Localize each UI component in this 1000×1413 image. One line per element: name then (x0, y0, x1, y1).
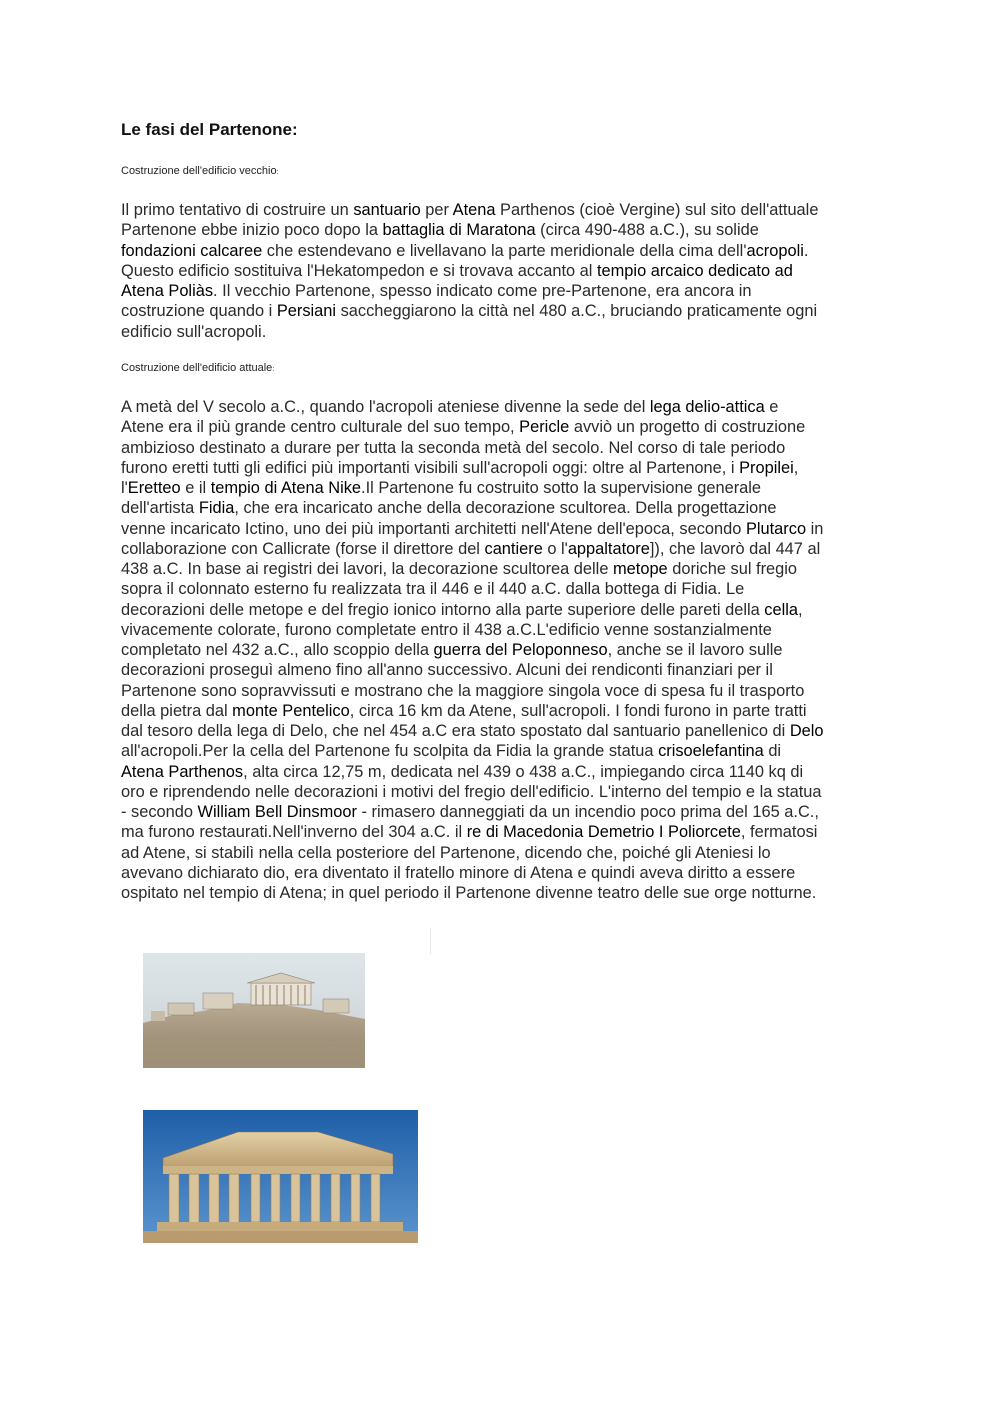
text-line (121, 701, 824, 721)
text-line (121, 220, 818, 240)
text-line (121, 620, 824, 640)
text-segment: 438 a.C. In base ai registri dei lavori, la decorazione scultorea delle (121, 560, 613, 578)
text-segment: e il (180, 479, 211, 497)
text-segment: l' (121, 479, 128, 497)
wiki-link[interactable]: fondazioni calcaree (121, 241, 263, 260)
parthenon-photo (143, 1110, 418, 1243)
text-line (121, 640, 824, 660)
text-segment: - rimasero danneggiati da un incendio poco prima del 165 a.C., (356, 803, 819, 821)
text-segment: della pietra dal (121, 701, 233, 720)
text-segment: all'acropoli.Per la cella del Partenone fu scolpita da Fidia la grande statua (121, 742, 659, 761)
wiki-link[interactable]: cella (764, 600, 798, 619)
text-line (121, 498, 824, 518)
text-segment: venne incaricato Ictino, uno dei più importanti architetti nell'Atene dell'epoca, secondo (121, 519, 746, 538)
wiki-link[interactable]: Eretteo (127, 479, 181, 497)
text-line (121, 241, 818, 261)
wiki-link[interactable]: santuario (353, 201, 421, 219)
text-segment: ad Atene, si stabilì nella cella posteriore del Partenone, dicendo che, poiché gli Ateniesi lo (121, 843, 771, 862)
text-segment: Partenone ebbe inizio poco dopo la (121, 221, 383, 240)
text-line (121, 559, 824, 579)
text-segment: , anche se il lavoro sulle (607, 641, 783, 659)
wiki-link[interactable]: metope (613, 560, 668, 578)
wiki-link[interactable]: tempio di Atena Nike (210, 479, 362, 497)
text-line (121, 741, 824, 761)
text-segment: (circa 490-488 a.C.), su solide (535, 221, 759, 240)
text-segment: ospitato nel tempio di Atena; in quel periodo il Partenone divenne teatro delle sue orge notturne. (121, 884, 817, 902)
text-line (121, 843, 824, 863)
wiki-link[interactable]: William Bell Dinsmoor (197, 803, 357, 821)
text-line (121, 478, 824, 498)
wiki-link[interactable]: Persiani (276, 302, 337, 321)
wiki-link[interactable]: guerra del Peloponneso (433, 641, 608, 659)
text-segment: , che era incaricato anche della decorazione scultorea. Della progettazione (234, 499, 777, 518)
text-line (121, 200, 818, 220)
wiki-link[interactable]: Propilei (739, 458, 794, 477)
text-segment: Partenone sono sopravvissuti e mostrano che la maggiore singola voce di spesa fu il trasporto (121, 681, 805, 700)
divider-line (430, 928, 431, 954)
text-line (121, 802, 824, 822)
section-heading-colon: : (272, 366, 275, 373)
text-line (121, 458, 824, 478)
wiki-link[interactable]: lega delio-attica (649, 398, 765, 416)
text-segment: , alta circa 12,75 m, dedicata nel 439 o 438 a.C., impiegando circa 1140 kq di (243, 762, 804, 781)
text-line (121, 322, 818, 342)
wiki-link[interactable]: Plutarco (745, 519, 807, 538)
text-line (121, 782, 824, 802)
text-segment: costruzione quando i (121, 302, 277, 321)
text-segment: dal tesoro della lega di Delo, che nel 454 a.C era stato spostato dal santuario panellenico di (121, 722, 790, 740)
text-line (121, 438, 824, 458)
text-line (121, 281, 818, 301)
wiki-link[interactable]: Pericle (519, 418, 570, 437)
text-segment: che estendevano e livellavano la parte meridionale della cima dell' (262, 241, 747, 260)
text-segment: ambizioso destinato a durare per tutta la seconda metà del secolo. Nel corso di tale periodo (121, 438, 786, 457)
text-segment: - secondo (121, 803, 198, 821)
text-line (121, 539, 824, 559)
paragraph-old-building (121, 200, 818, 342)
paragraph-current-building (121, 397, 824, 903)
text-segment: di (763, 742, 782, 761)
wiki-link[interactable]: Atena Parthenos (121, 762, 244, 781)
text-line (121, 883, 824, 903)
wiki-link[interactable]: battaglia di Maratona (382, 221, 536, 240)
text-segment: collaborazione con Callicrate (forse il direttore del (121, 539, 485, 558)
wiki-link[interactable]: Fidia (198, 499, 235, 518)
text-segment: decorazioni proseguì almeno fino all'anno successivo. Alcuni dei rendiconti finanziari per il (121, 661, 773, 680)
text-segment: edificio sull'acropoli. (121, 322, 267, 341)
text-segment: sopra il colonnato esterno fu realizzata tra il 446 e il 440 a.C. dalla bottega di Fidia. Le (121, 580, 745, 599)
wiki-link[interactable]: Atena (452, 201, 496, 219)
section-heading-text: Costruzione dell'edificio attuale (121, 362, 273, 374)
wiki-link[interactable]: Delo (789, 722, 824, 740)
text-segment: completato nel 432 a.C., allo scoppio della (121, 641, 434, 659)
text-line (121, 660, 824, 680)
text-line (121, 600, 824, 620)
text-line (121, 721, 824, 741)
page-title: Le fasi del Partenone: (121, 120, 298, 139)
text-segment: per (420, 201, 453, 219)
text-line (121, 863, 824, 883)
text-segment: . Il vecchio Partenone, spesso indicato come pre-Partenone, era ancora in (213, 282, 752, 300)
text-segment: ma furono restaurati.Nell'inverno del 304 a.C. il (121, 823, 467, 842)
wiki-link[interactable]: tempio arcaico dedicato ad (596, 261, 793, 280)
section-heading-current-building (121, 362, 274, 374)
text-segment: decorazioni delle metope e del fregio ionico intorno alla parte superiore delle pareti della (121, 600, 765, 619)
text-segment: doriche sul fregio (667, 560, 798, 578)
text-segment: , (793, 458, 799, 477)
text-segment: oro e riprendendo nelle decorazioni i motivi del fregio dell'edificio. L'interno del tempio e la statua (121, 782, 822, 801)
wiki-link[interactable]: Atena Poliàs (121, 282, 214, 300)
wiki-link[interactable]: monte Pentelico (232, 701, 350, 720)
text-segment: ]), che lavorò dal 447 al (649, 539, 821, 558)
text-segment: avevano dichiarato dio, era diventato il fratello minore di Atena e quindi aveva diritto a essere (121, 863, 796, 882)
wiki-link[interactable]: crisoelefantina (658, 742, 764, 761)
text-segment: Atene era il più grande centro culturale del suo tempo, (121, 418, 520, 437)
section-heading-colon: : (276, 169, 279, 176)
text-line (121, 822, 824, 842)
text-line (121, 681, 824, 701)
text-segment: o l' (542, 539, 568, 558)
acropolis-reconstruction-image (143, 953, 365, 1068)
text-line (121, 519, 824, 539)
wiki-link[interactable]: appaltatore (567, 539, 650, 558)
text-segment: A metà del V secolo a.C., quando l'acropoli ateniese divenne la sede del (121, 398, 650, 416)
text-line (121, 417, 824, 437)
text-segment: in (806, 519, 824, 538)
text-segment: saccheggiarono la città nel 480 a.C., bruciando praticamente ogni (336, 302, 818, 321)
text-segment: .Il Partenone fu costruito sotto la supervisione generale (361, 479, 762, 497)
wiki-link[interactable]: acropoli (746, 241, 804, 260)
text-segment: Questo edificio sostituiva l'Hekatompedon e si trovava accanto al (121, 261, 597, 280)
text-segment: , fermatosi (740, 823, 818, 842)
text-segment: avviò un progetto di costruzione (569, 418, 806, 437)
text-segment: , circa 16 km da Atene, sull'acropoli. I fondi furono in parte tratti (349, 701, 807, 720)
section-heading-old-building (121, 165, 279, 177)
text-line (121, 397, 824, 417)
text-segment: Parthenos (cioè Vergine) sul sito dell'attuale (495, 201, 819, 219)
text-line (121, 579, 824, 599)
parthenon-photo-drawing (143, 1110, 418, 1243)
text-segment: vivacemente colorate, furono completate entro il 438 a.C.L'edificio venne sostanzialmente (121, 620, 772, 639)
wiki-link[interactable]: Demetrio I Poliorcete (587, 823, 741, 842)
text-segment: dell'artista (121, 499, 199, 518)
acropolis-reconstruction-drawing (143, 953, 365, 1068)
text-segment: e (764, 398, 779, 416)
text-segment: furono eretti tutti gli edifici più importanti visibili sull'acropoli oggi: oltre al Partenone, i (121, 458, 740, 477)
section-heading-text: Costruzione dell'edificio vecchio (121, 165, 277, 177)
text-line (121, 301, 818, 321)
wiki-link[interactable]: re di Macedonia (466, 823, 584, 842)
text-segment: . (803, 241, 809, 260)
text-line (121, 762, 824, 782)
text-line (121, 261, 818, 281)
text-segment: , (798, 600, 803, 619)
wiki-link[interactable]: cantiere (484, 539, 543, 558)
text-segment: Il primo tentativo di costruire un (121, 201, 354, 219)
